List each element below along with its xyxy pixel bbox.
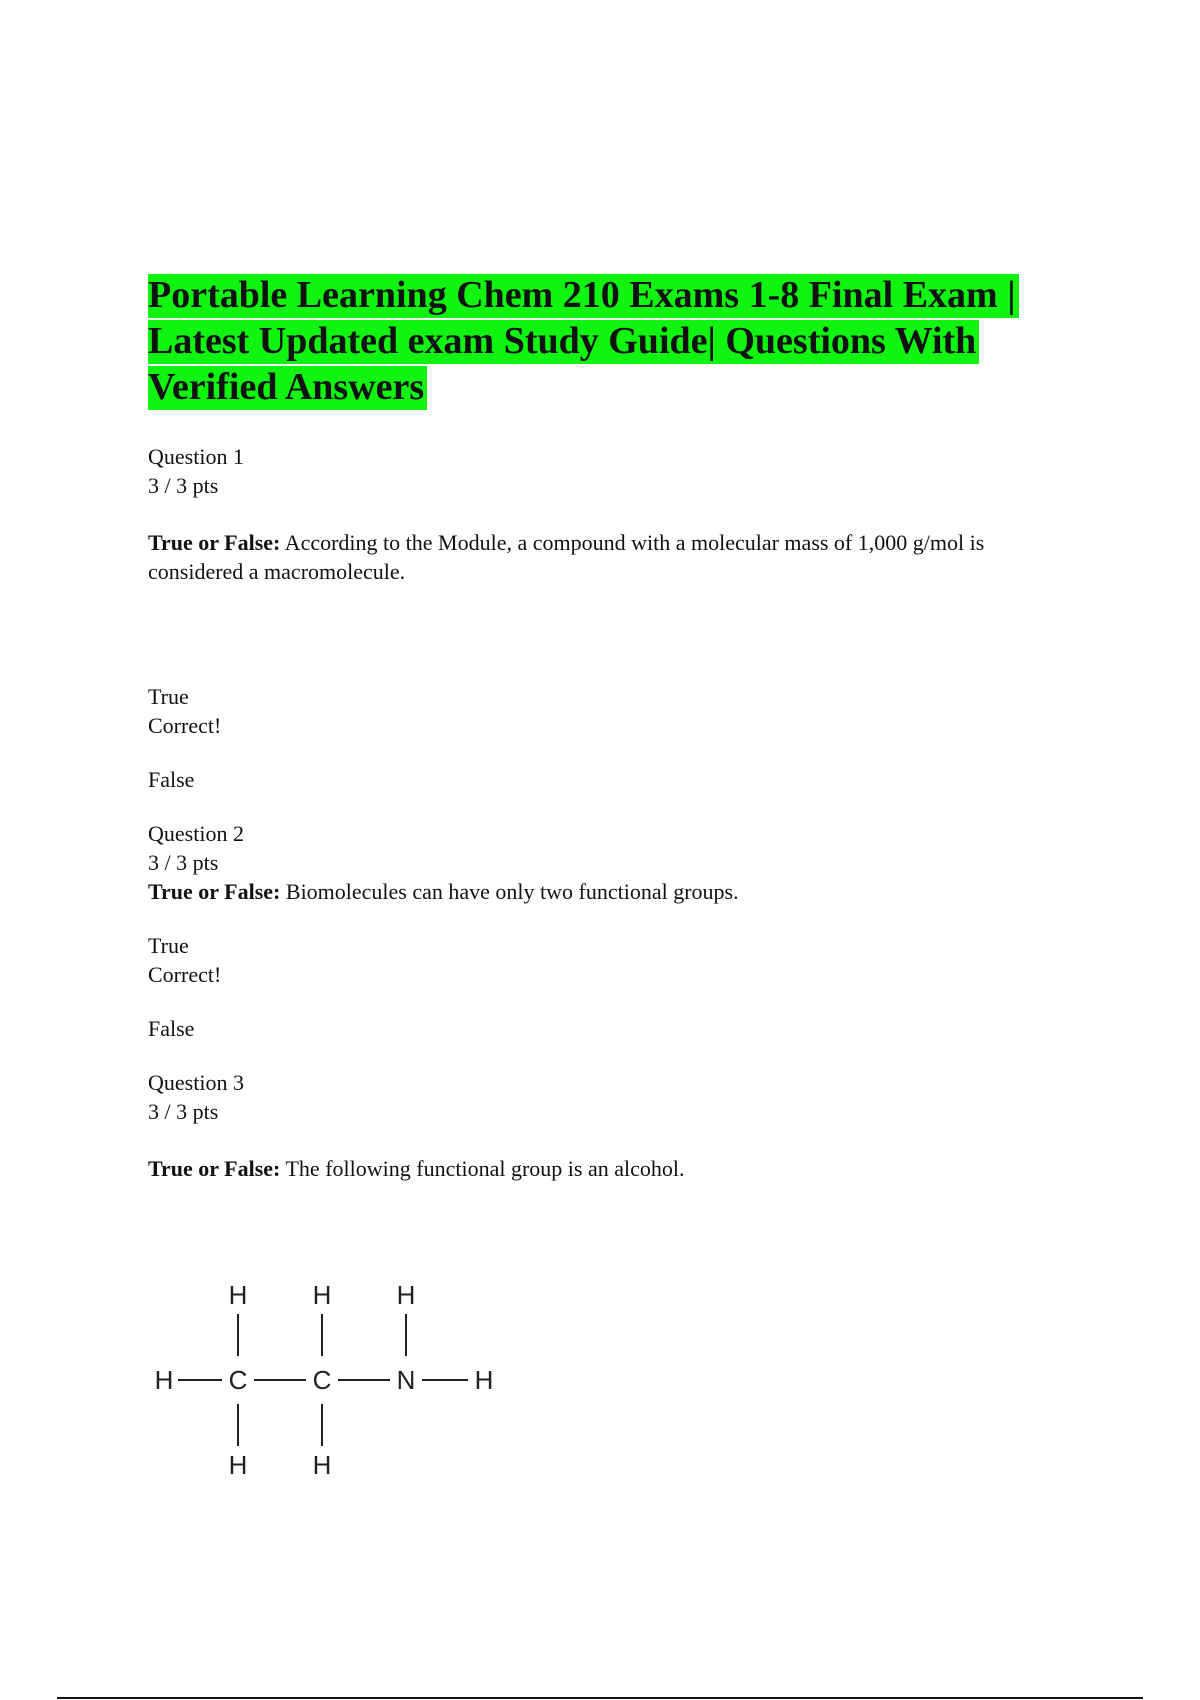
answer-true: True [148, 684, 189, 709]
page-bottom-rule [57, 1697, 1143, 1699]
atom-h-right: H [474, 1365, 494, 1395]
answer-block [148, 931, 1078, 1043]
question-header [148, 442, 1078, 500]
question-1 [148, 442, 1078, 794]
atom-n: N [396, 1365, 416, 1395]
atom-c-2: C [312, 1365, 332, 1395]
question-label: Question 3 [148, 1070, 244, 1095]
prompt-text: According to the Module, a compound with a molecular mass of 1,000 g/mol is considered a macromolecule. [148, 530, 985, 584]
answer-feedback: Correct! [148, 962, 222, 987]
prompt-prefix: True or False: [148, 1156, 281, 1181]
question-prompt [148, 877, 1078, 906]
prompt-prefix: True or False: [148, 530, 281, 555]
question-prompt [148, 528, 1078, 586]
structural-formula [148, 1268, 538, 1488]
question-header [148, 1068, 1078, 1126]
question-label: Question 1 [148, 444, 244, 469]
title-line-2: Latest Updated exam Study Guide| Questions With [148, 320, 979, 364]
prompt-prefix: True or False: [148, 879, 281, 904]
atom-c-1: C [228, 1365, 248, 1395]
question-header [148, 819, 1078, 877]
question-points: 3 / 3 pts [148, 850, 219, 875]
question-prompt [148, 1154, 1078, 1183]
prompt-text: Biomolecules can have only two functional groups. [280, 879, 739, 904]
question-label: Question 2 [148, 821, 244, 846]
question-3 [148, 1068, 1078, 1183]
atom-h-bottom-2: H [312, 1450, 332, 1480]
question-points: 3 / 3 pts [148, 1099, 219, 1124]
prompt-text: The following functional group is an alcohol. [280, 1156, 685, 1181]
atom-h-top-2: H [312, 1280, 332, 1310]
answer-false: False [148, 767, 195, 792]
question-points: 3 / 3 pts [148, 473, 219, 498]
atom-h-left: H [154, 1365, 174, 1395]
document-page [148, 272, 1078, 1183]
atom-h-top-1: H [228, 1280, 248, 1310]
answer-true: True [148, 933, 189, 958]
atom-h-top-3: H [396, 1280, 416, 1310]
title-line-3: Verified Answers [148, 366, 427, 410]
answer-false: False [148, 1016, 195, 1041]
answer-feedback: Correct! [148, 713, 222, 738]
question-2 [148, 819, 1078, 1043]
atom-h-bottom-1: H [228, 1450, 248, 1480]
answer-block [148, 682, 1078, 794]
title-line-1: Portable Learning Chem 210 Exams 1-8 Final Exam | [148, 274, 1019, 318]
document-title [148, 272, 1078, 410]
